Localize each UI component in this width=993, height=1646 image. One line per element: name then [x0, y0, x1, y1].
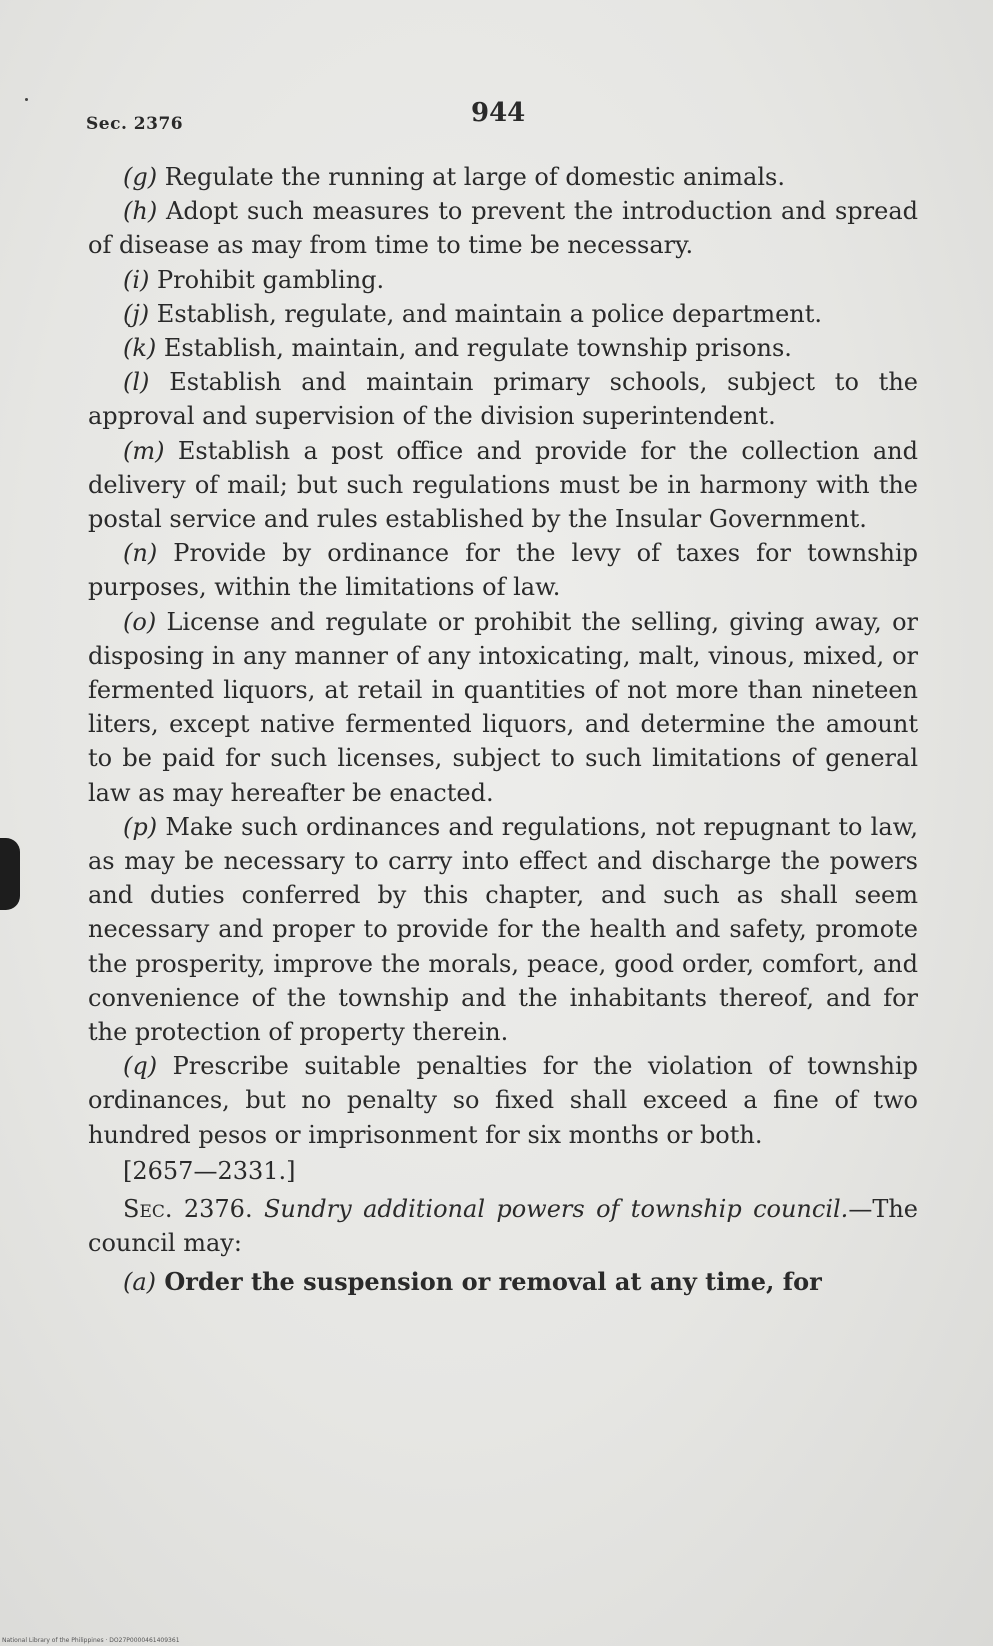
running-section-ref: Sec. 2376 [86, 114, 184, 134]
item-text: Establish, maintain, and regulate township prisons. [156, 334, 792, 363]
item-letter: (m) [123, 436, 165, 465]
paragraph-h [88, 194, 918, 262]
item-text: Establish and maintain primary schools, subject to the approval and supervision of the division superintendent. [88, 368, 918, 431]
binding-shadow-mark [0, 838, 20, 910]
item-letter: (i) [123, 265, 150, 294]
item-text: License and regulate or prohibit the selling, giving away, or disposing in any manner of any intoxicating, malt, vinous, mixed, or fermented liquors, at retail in quantities of not more than nineteen liters, except native fermented liquors, and determine the amount to be paid for such licenses, subject to such limitations of general law as may hereafter be enacted. [88, 607, 918, 807]
paragraph-i [88, 263, 918, 297]
item-letter: (q) [123, 1052, 158, 1081]
item-letter: (p) [123, 812, 158, 841]
paragraph-q [88, 1049, 918, 1152]
citation: [2657—2331.] [123, 1156, 296, 1185]
section-title: Sundry additional powers of township council. [263, 1195, 849, 1224]
item-letter: (o) [123, 607, 157, 636]
item-text: Establish, regulate, and maintain a police department. [149, 299, 823, 328]
section-heading [88, 1192, 918, 1260]
paragraph-m [88, 434, 918, 537]
section-intro: —The council may: [88, 1195, 918, 1258]
item-letter: (k) [123, 334, 157, 363]
paragraph-p [88, 810, 918, 1049]
page-number: 944 [471, 98, 526, 128]
paragraph-k [88, 331, 918, 365]
footer-credit: National Library of the Philippines · DO27P0000461409361 [2, 1637, 180, 1644]
paragraph-l [88, 365, 918, 433]
paragraph-o [88, 605, 918, 810]
item-text: Adopt such measures to prevent the introduction and spread of disease as may from time to time be necessary. [88, 197, 918, 260]
item-text: Prohibit gambling. [149, 265, 385, 294]
item-letter: (a) [123, 1267, 157, 1296]
item-text: Regulate the running at large of domestic animals. [157, 163, 785, 191]
paragraph-j [88, 297, 918, 331]
body-text [88, 160, 918, 1299]
item-text: Order the suspension or removal at any time, for [156, 1266, 822, 1296]
item-text: Provide by ordinance for the levy of taxes for township purposes, within the limitations of law. [88, 539, 918, 602]
item-letter: (n) [123, 539, 158, 568]
item-letter: (h) [123, 197, 158, 226]
paragraph-n [88, 536, 918, 604]
item-text: Establish a post office and provide for the collection and delivery of mail; but such regulations must be in harmony with the postal service and rules established by the Insular Government. [88, 436, 918, 534]
section-label: Sec. 2376. [123, 1195, 253, 1224]
item-text: Prescribe suitable penalties for the violation of township ordinances, but no penalty so fixed shall exceed a fine of two hundred pesos or imprisonment for six months or both. [88, 1052, 918, 1149]
scan-dot-mark [25, 98, 28, 101]
page-header [86, 98, 916, 138]
paragraph-a [88, 1265, 918, 1299]
item-letter: (l) [123, 368, 150, 397]
item-letter: (j) [123, 299, 150, 328]
paragraph-g [88, 160, 918, 194]
item-letter: (g) [123, 163, 158, 191]
item-text: Make such ordinances and regulations, not repugnant to law, as may be necessary to carry into effect and discharge the powers and duties conferred by this chapter, and such as shall seem necessary and proper to provide for the health and safety, promote the prosperity, improve the morals, peace, good order, comfort, and convenience of the township and the inhabitants thereof, and for the protection of property therein. [88, 812, 918, 1047]
